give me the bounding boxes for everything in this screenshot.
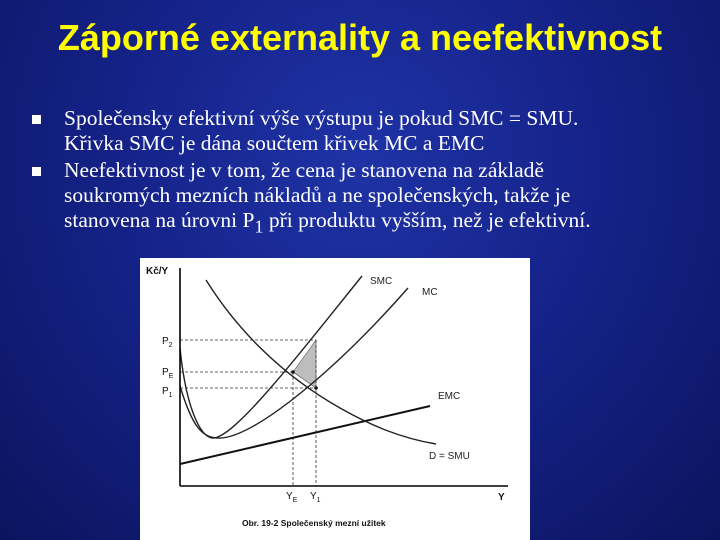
y-axis-label: Kč/Y <box>146 266 169 277</box>
price-label-pe: $P_E$ <box>162 367 174 380</box>
bullet-2-line-3: stanovena na úrovni $P_1$ při produktu vyšším, než je efektivní. <box>64 208 591 237</box>
bullet-2-line-1: Neefektivnost je v tom, že cena je stanovena na základě <box>64 158 544 182</box>
emc-label: EMC <box>438 391 461 402</box>
emc-line <box>180 406 430 464</box>
smc-label: SMC <box>370 276 393 287</box>
mc-curve <box>180 288 408 438</box>
price-label-p1: $P_1$ <box>162 386 173 399</box>
price-label-p2: $P_2$ <box>162 336 173 349</box>
quantity-label-y1: $Y_1$ <box>310 491 321 504</box>
bullet-item-efficiency <box>30 106 710 156</box>
demand-label: D = SMU <box>429 451 470 462</box>
bullet-1-line-2: Křivka SMC je dána součtem křivek MC a EMC <box>64 131 485 155</box>
x-axis-label: Y <box>498 492 505 503</box>
square-bullet-icon <box>32 115 41 124</box>
bullet-list <box>30 106 710 241</box>
efficient-point <box>291 370 295 374</box>
mc-label: MC <box>422 287 438 298</box>
diagram-svg <box>140 258 530 540</box>
bullet-item-inefficiency <box>30 158 710 239</box>
smc-curve <box>180 276 362 438</box>
figure-caption: Obr. 19-2 Společenský mezní užitek <box>242 518 386 528</box>
externality-diagram <box>140 258 530 540</box>
bullet-1-line-1: Společensky efektivní výše výstupu je pokud SMC = SMU. <box>64 106 579 130</box>
market-point <box>314 386 318 390</box>
quantity-label-ye: $Y_E$ <box>286 491 298 504</box>
slide-title: Záporné externality a neefektivnost <box>57 17 663 58</box>
bullet-2-line-2: soukromých mezních nákladů a ne společenských, takže je <box>64 183 571 207</box>
square-bullet-icon <box>32 167 41 176</box>
